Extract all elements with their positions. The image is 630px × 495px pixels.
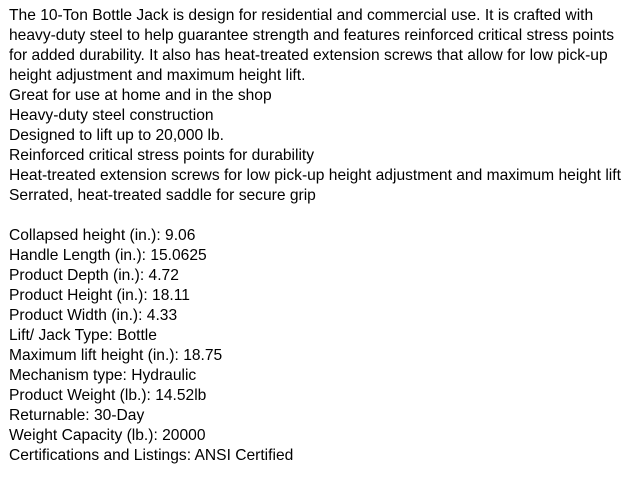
spec-label: Collapsed height (in.): [9, 227, 157, 244]
spec-value: ANSI Certified: [194, 447, 294, 464]
spec-row: Maximum lift height (in.): 18.75: [9, 347, 223, 364]
specification-list: [9, 226, 622, 466]
spec-row: Product Depth (in.): 4.72: [9, 267, 179, 284]
spec-label: Handle Length (in.): [9, 247, 142, 264]
section-spacer: [9, 206, 622, 226]
spec-label: Product Depth (in.): [9, 267, 140, 284]
spec-row: Handle Length (in.): 15.0625: [9, 247, 207, 264]
spec-row: Lift/ Jack Type: Bottle: [9, 327, 157, 344]
feature-item: Designed to lift up to 20,000 lb.: [9, 127, 224, 144]
spec-label: Mechanism type: [9, 367, 123, 384]
spec-label: Product Width (in.): [9, 307, 139, 324]
spec-value: 20000: [162, 427, 206, 444]
spec-value: Bottle: [117, 327, 157, 344]
spec-row: Returnable: 30-Day: [9, 407, 145, 424]
spec-value: 14.52lb: [155, 387, 207, 404]
spec-label: Product Height (in.): [9, 287, 144, 304]
spec-row: Certifications and Listings: ANSI Certified: [9, 447, 294, 464]
spec-label: Certifications and Listings: [9, 447, 187, 464]
spec-row: Mechanism type: Hydraulic: [9, 367, 197, 384]
spec-value: 15.0625: [150, 247, 207, 264]
feature-item: Heat-treated extension screws for low pick-up height adjustment and maximum height lift: [9, 167, 621, 184]
feature-list: [9, 86, 622, 206]
spec-label: Maximum lift height (in.): [9, 347, 175, 364]
spec-value: 4.33: [146, 307, 178, 324]
spec-row: Product Width (in.): 4.33: [9, 307, 178, 324]
feature-item: Reinforced critical stress points for durability: [9, 147, 315, 164]
spec-label: Lift/ Jack Type: [9, 327, 109, 344]
feature-item: Great for use at home and in the shop: [9, 87, 272, 104]
spec-label: Weight Capacity (lb.): [9, 427, 154, 444]
spec-label: Returnable: [9, 407, 86, 424]
spec-value: 18.11: [152, 287, 190, 304]
spec-row: Product Height (in.): 18.11: [9, 287, 190, 304]
spec-row: Product Weight (lb.): 14.52lb: [9, 387, 207, 404]
spec-row: Weight Capacity (lb.): 20000: [9, 427, 206, 444]
spec-label: Product Weight (lb.): [9, 387, 147, 404]
spec-value: 9.06: [165, 227, 196, 244]
feature-item: Heavy-duty steel construction: [9, 107, 214, 124]
spec-row: Collapsed height (in.): 9.06: [9, 227, 196, 244]
spec-value: 4.72: [148, 267, 179, 284]
feature-item: Serrated, heat-treated saddle for secure grip: [9, 187, 316, 204]
spec-value: 30-Day: [93, 407, 145, 424]
spec-value: 18.75: [183, 347, 223, 364]
spec-value: Hydraulic: [131, 367, 197, 384]
product-description: The 10-Ton Bottle Jack is design for residential and commercial use. It is crafted with heavy-duty steel to help guarantee strength and features reinforced critical stress points for added durability. It also has heat-treated extension screws that allow for low pick-up height adjustment and maximum height lift.: [9, 7, 615, 84]
